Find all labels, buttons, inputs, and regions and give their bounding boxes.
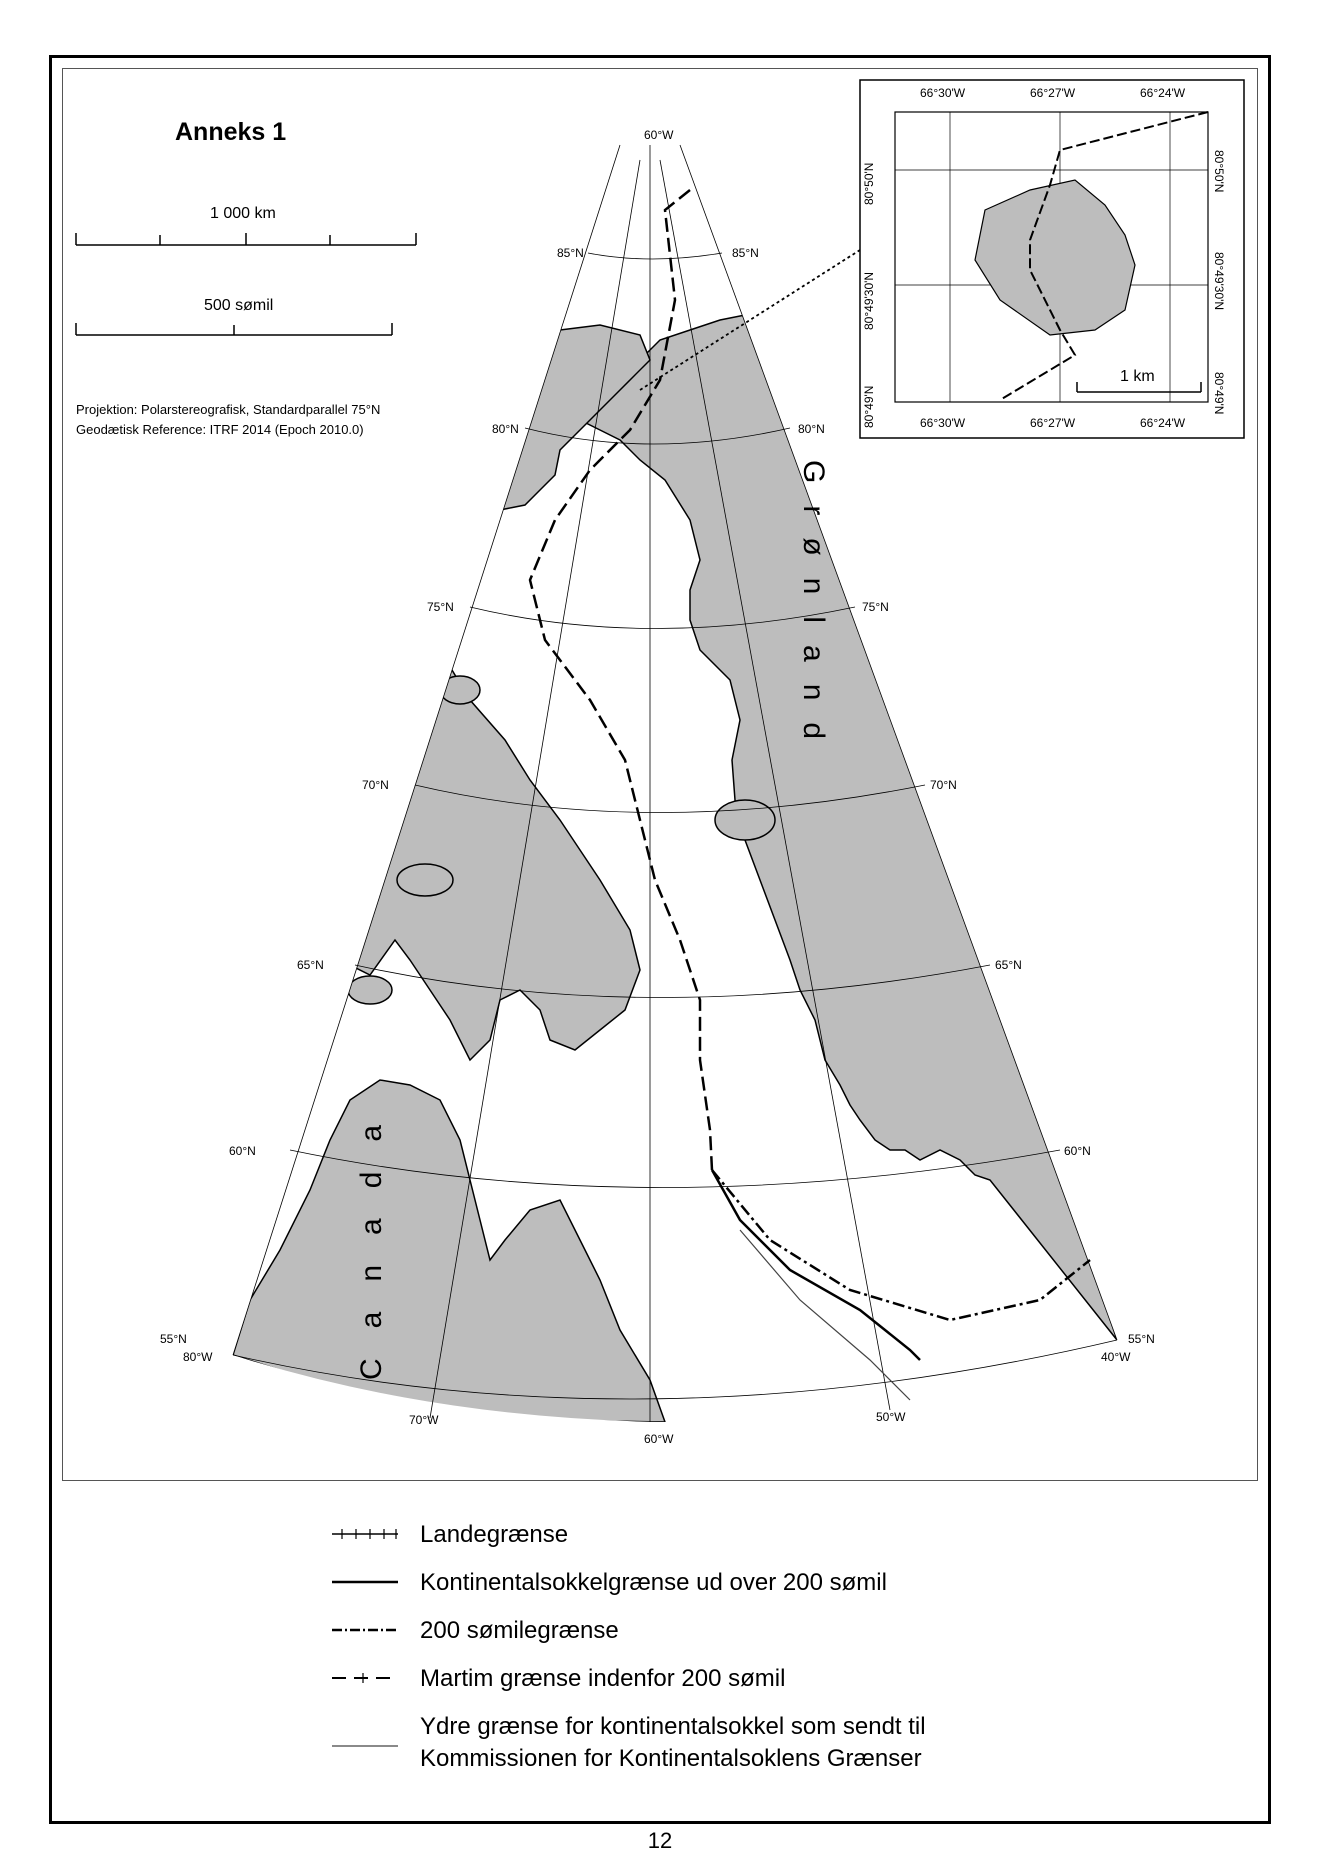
lat-label-65-right: 65°N bbox=[995, 958, 1022, 972]
submitted-limit-line bbox=[740, 1230, 910, 1400]
lat-label-85-left: 85°N bbox=[557, 246, 584, 260]
map-title: Anneks 1 bbox=[175, 118, 287, 146]
inset-right-label-2: 80°49'30'N bbox=[1212, 252, 1226, 311]
lat-label-70-right: 70°N bbox=[930, 778, 957, 792]
island-2 bbox=[715, 800, 775, 840]
canada-letter: d bbox=[355, 1141, 388, 1189]
shelf-limit-line bbox=[712, 1170, 920, 1360]
inset-bottom-label-2: 66°27'W bbox=[1030, 416, 1076, 430]
lat-label-80-left: 80°N bbox=[492, 422, 519, 436]
baffin-land bbox=[280, 650, 640, 1060]
greenland-letter: ø bbox=[797, 537, 830, 578]
legend-label-line2: Kommissionen for Kontinentalsoklens Grænser bbox=[420, 1745, 922, 1772]
inset-scale-label: 1 km bbox=[1120, 368, 1155, 385]
inset-bottom-label-3: 66°24'W bbox=[1140, 416, 1186, 430]
inset-bottom-label-1: 66°30'W bbox=[920, 416, 966, 430]
greenland-letter: n bbox=[797, 577, 830, 617]
lon-label-50w: 50°W bbox=[876, 1410, 906, 1424]
legend-label: Martim grænse indenfor 200 sømil bbox=[420, 1665, 786, 1692]
lon-label-60w-top: 60°W bbox=[644, 128, 674, 142]
legend-symbol-shelf-limit bbox=[330, 1568, 400, 1598]
canada-letter: n bbox=[355, 1234, 388, 1282]
canada-letter: a bbox=[355, 1094, 388, 1142]
canada-letter: a bbox=[355, 1188, 388, 1235]
inset-top-label-3: 66°24'W bbox=[1140, 86, 1186, 100]
legend-item-shelf-limit bbox=[330, 1568, 1230, 1598]
inset-right-label-3: 80°49'N bbox=[1212, 372, 1226, 415]
greenland-label bbox=[796, 460, 830, 761]
scale-km-label: 1 000 km bbox=[210, 205, 276, 222]
lat-label-75-right: 75°N bbox=[862, 600, 889, 614]
projection-info bbox=[76, 400, 380, 440]
lat-label-75-left: 75°N bbox=[427, 600, 454, 614]
legend-symbol-land-boundary bbox=[330, 1520, 400, 1550]
inset-scale-bar bbox=[1075, 378, 1205, 398]
greenland-letter: l bbox=[797, 616, 830, 646]
legend-label: Landegrænse bbox=[420, 1521, 569, 1548]
datum-line: Geodætisk Reference: ITRF 2014 (Epoch 2010.0) bbox=[76, 422, 364, 437]
legend-label: 200 sømilegrænse bbox=[420, 1617, 619, 1644]
page-number: 12 bbox=[647, 1828, 673, 1853]
inset-top-label-1: 66°30'W bbox=[920, 86, 966, 100]
canada-letter: C bbox=[355, 1328, 388, 1380]
greenland-letter: r bbox=[797, 505, 830, 538]
island-1 bbox=[397, 864, 453, 896]
greenland-letter: G bbox=[797, 460, 830, 506]
legend-item-landegraense bbox=[330, 1520, 1230, 1550]
inset-left-label-1: 80°50'N bbox=[862, 162, 876, 205]
legend-item-200nm bbox=[330, 1616, 1230, 1646]
inset-top-label-2: 66°27'W bbox=[1030, 86, 1076, 100]
lat-label-60-right: 60°N bbox=[1064, 1144, 1091, 1158]
scale-bars bbox=[70, 205, 430, 345]
legend-item-submitted-limit bbox=[330, 1712, 1230, 1776]
lon-label-80w: 80°W bbox=[183, 1350, 213, 1364]
greenland-letter: a bbox=[797, 645, 830, 684]
legend-label: Kontinentalsokkelgrænse ud over 200 sømil bbox=[420, 1569, 887, 1596]
legend-symbol-submitted-limit bbox=[330, 1732, 400, 1762]
greenland-letter: n bbox=[797, 683, 830, 723]
greenland-land bbox=[570, 315, 1117, 1340]
projection-line: Projektion: Polarstereografisk, Standardparallel 75°N bbox=[76, 402, 381, 417]
lat-label-60-left: 60°N bbox=[229, 1144, 256, 1158]
lon-label-60w-bottom: 60°W bbox=[644, 1432, 674, 1446]
lat-label-55-right: 55°N bbox=[1128, 1332, 1155, 1346]
island-3 bbox=[348, 976, 392, 1004]
legend-symbol-200nm bbox=[330, 1616, 400, 1646]
inset-left-label-2: 80°49'30'N bbox=[862, 271, 876, 330]
lat-label-55-left: 55°N bbox=[160, 1332, 187, 1346]
scale-nm-label: 500 sømil bbox=[204, 297, 274, 314]
lon-label-70w: 70°W bbox=[409, 1413, 439, 1427]
lat-label-70-left: 70°N bbox=[362, 778, 389, 792]
inset-left-label-3: 80°49'N bbox=[862, 385, 876, 428]
canada-mainland bbox=[233, 1080, 665, 1422]
lat-label-65-left: 65°N bbox=[297, 958, 324, 972]
canada-letter: a bbox=[355, 1281, 388, 1329]
lon-label-40w: 40°W bbox=[1101, 1350, 1131, 1364]
lat-label-85-right: 85°N bbox=[732, 246, 759, 260]
greenland-letter: d bbox=[797, 722, 830, 762]
legend-item-maritime bbox=[330, 1664, 1230, 1694]
canada-label bbox=[355, 1095, 389, 1380]
legend-symbol-maritime bbox=[330, 1664, 400, 1694]
inset-right-label-1: 80°50'N bbox=[1212, 150, 1226, 193]
lat-label-80-right: 80°N bbox=[798, 422, 825, 436]
legend-label: Ydre grænse for kontinentalsokkel som sendt til bbox=[420, 1713, 926, 1740]
